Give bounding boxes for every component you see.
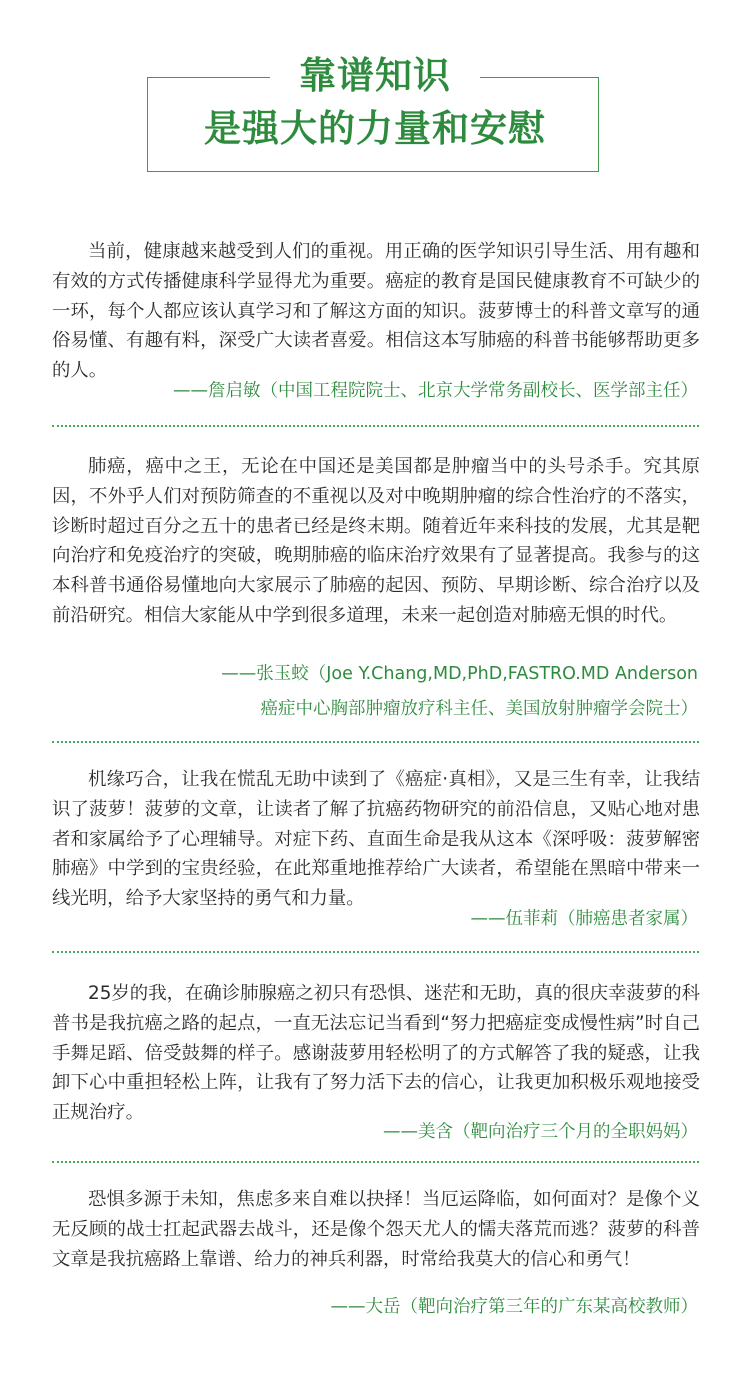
- testimonial-text: 恐惧多源于未知，焦虑多来自难以抉择！当厄运降临，如何面对？是像个义无反顾的战士扛起武器去战斗，还是像个怨天尤人的懦夫落荒而逃？菠萝的科普文章是我抗癌路上靠谱、给力的神兵利器，时常给我莫大的信心和勇气！: [52, 1189, 700, 1270]
- testimonial-attribution: ——伍菲莉（肺癌患者家属）: [470, 909, 698, 929]
- testimonial-text: 25岁的我，在确诊肺腺癌之初只有恐惧、迷茫和无助，真的很庆幸菠萝的科普书是我抗癌之路的起点，一直无法忘记当看到“努力把癌症变成慢性病”时自己手舞足蹈、倍受鼓舞的样子。感谢菠萝用轻松明了的方式解答了我的疑惑，让我卸下心中重担轻松上阵，让我有了努力活下去的信心，让我更加积极乐观地接受正规治疗。: [52, 983, 700, 1124]
- dotted-divider: [52, 1161, 699, 1163]
- testimonial-attribution: ——美含（靶向治疗三个月的全职妈妈）: [383, 1122, 698, 1142]
- testimonial-attribution-line2: 癌症中心胸部肿瘤放疗科主任、美国放射肿瘤学会院士）: [260, 699, 698, 719]
- dotted-divider: [52, 741, 699, 743]
- testimonial-text: 机缘巧合，让我在慌乱无助中读到了《癌症·真相》，又是三生有幸，让我结识了菠萝！菠萝的文章，让读者了解了抗癌药物研究的前沿信息，又贴心地对患者和家属给予了心理辅导。对症下药、直面生命是我从这本《深呼吸：菠萝解密肺癌》中学到的宝贵经验，在此郑重地推荐给广大读者，希望能在黑暗中带来一线光明，给予大家坚持的勇气和力量。: [52, 769, 700, 910]
- testimonial-attribution: ——詹启敏（中国工程院院士、北京大学常务副校长、医学部主任）: [173, 381, 698, 401]
- testimonial-text: 肺癌，癌中之王，无论在中国还是美国都是肿瘤当中的头号杀手。究其原因，不外乎人们对预防筛查的不重视以及对中晚期肿瘤的综合性治疗的不落实，诊断时超过百分之五十的患者已经是终末期。随着近年来科技的发展，尤其是靶向治疗和免疫治疗的突破，晚期肺癌的临床治疗效果有了显著提高。我参与的这本科普书通俗易懂地向大家展示了肺癌的起因、预防、早期诊断、综合治疗以及前沿研究。相信大家能从中学到很多道理，未来一起创造对肺癌无惧的时代。: [52, 456, 700, 626]
- testimonial-attribution: ——大岳（靶向治疗第三年的广东某高校教师）: [330, 1297, 698, 1317]
- page-title-line1: 靠谱知识: [299, 54, 451, 97]
- testimonial-attribution: ——张玉蛟（Joe Y.Chang,MD,PhD,FASTRO.MD Anderson: [221, 664, 698, 684]
- page-title-line2: 是强大的力量和安慰: [204, 107, 546, 150]
- dotted-divider: [52, 951, 699, 953]
- testimonial-text: 当前，健康越来越受到人们的重视。用正确的医学知识引导生活、用有趣和有效的方式传播健康科学显得尤为重要。癌症的教育是国民健康教育不可缺少的一环，每个人都应该认真学习和了解这方面的知识。菠萝博士的科普文章写的通俗易懂、有趣有料，深受广大读者喜爱。相信这本写肺癌的科普书能够帮助更多的人。: [52, 241, 700, 382]
- dotted-divider: [52, 425, 699, 427]
